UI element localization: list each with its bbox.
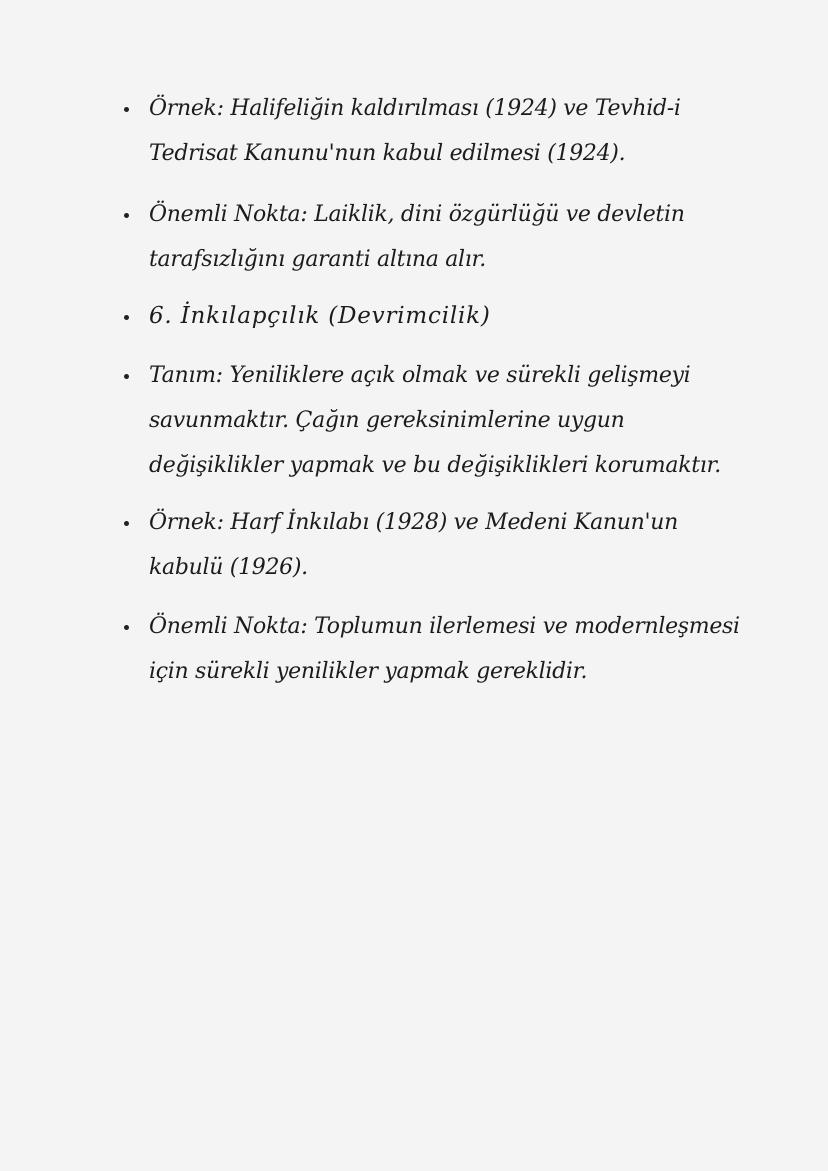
- list-item-text: Örnek: Halifeliğin kaldırılması (1924) ve Tevhid-i Tedrisat Kanunu'nun kabul edilmesi (1924).: [149, 96, 681, 166]
- list-item-text: Örnek: Harf İnkılabı (1928) ve Medeni Kanun'un kabulü (1926).: [149, 510, 679, 580]
- bullet-dot-icon: [124, 107, 129, 112]
- list-item-text: Önemli Nokta: Toplumun ilerlemesi ve modernleşmesi için sürekli yenilikler yapmak gereklidir.: [149, 614, 740, 684]
- list-item-text: Tanım: Yeniliklere açık olmak ve sürekli gelişmeyi savunmaktır. Çağın gereksinimlerine uygun değişiklikler yapmak ve bu değişiklikleri korumaktır.: [149, 363, 721, 478]
- bullet-dot-icon: [124, 521, 129, 526]
- bullet-dot-icon: [124, 625, 129, 630]
- bullet-dot-icon: [124, 374, 129, 379]
- section-heading: 6. İnkılapçılık (Devrimcilik): [149, 303, 491, 329]
- list-item-text: Önemli Nokta: Laiklik, dini özgürlüğü ve devletin tarafsızlığını garanti altına alır.: [149, 202, 685, 272]
- bullet-dot-icon: [124, 213, 129, 218]
- bullet-dot-icon: [124, 315, 129, 320]
